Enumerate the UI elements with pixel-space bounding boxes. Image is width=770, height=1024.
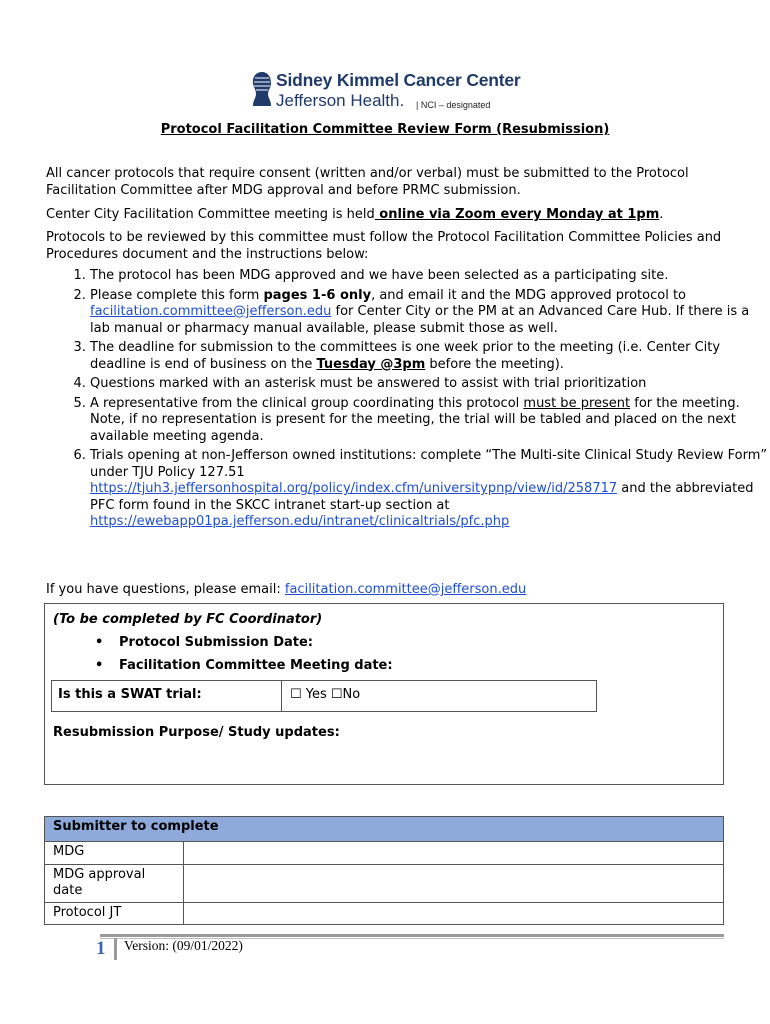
intro-paragraph-3: Protocols to be reviewed by this committee must follow the Protocol Facilitation Committee Policies and Procedures document and the instructions below: — [46, 230, 722, 262]
mdg-field[interactable] — [184, 842, 724, 865]
must-be-present: must be present — [523, 395, 631, 411]
tju-policy-link[interactable]: https://tjuh3.jeffersonhospital.org/policy/index.cfm/universitypnp/view/id/258717 — [90, 481, 618, 496]
instruction-1: 1. The protocol has been MDG approved and we have been selected as a participating site. — [90, 268, 770, 285]
footer-vertical-bar — [114, 938, 117, 960]
deadline-day: Tuesday @3pm — [316, 356, 426, 372]
skcc-logo — [250, 70, 550, 116]
jefferson-head-icon — [250, 70, 274, 112]
instruction-4: 4. Questions marked with an asterisk must be answered to assist with trial prioritization — [90, 376, 770, 393]
row-label-mdg: MDG — [45, 842, 184, 865]
logo-line-3: | NCI – designated — [416, 100, 491, 110]
instruction-6 — [90, 448, 770, 531]
fc-meeting-date — [95, 658, 393, 673]
instruction-5-text-a: A representative from the clinical group coordinating this protocol — [90, 395, 524, 411]
protocol-submission-date — [95, 635, 313, 650]
instruction-3-text-a: The deadline for submission to the committees is one week prior to the meeting (i.e. Center City deadline is end of business on the — [90, 340, 721, 372]
row-label-protocol-jt: Protocol JT — [45, 903, 184, 925]
meeting-period: . — [659, 207, 664, 222]
version-label: Version: (09/01/2022) — [124, 938, 243, 953]
instruction-3-text-c: before the meeting). — [425, 356, 564, 372]
protocol-jt-field[interactable] — [184, 903, 724, 925]
form-title: Protocol Facilitation Committee Review Form (Resubmission) — [160, 122, 610, 137]
instruction-6-text-b: and the abbreviated PFC form found in the SKCC intranet start-up section at — [90, 481, 754, 513]
meeting-time: online via Zoom every Monday at 1pm — [374, 207, 660, 222]
fc-meeting-date-label: Facilitation Committee Meeting date: — [119, 658, 393, 673]
instruction-2-text-a: Please complete this form — [90, 287, 264, 303]
questions-line — [46, 582, 736, 599]
instruction-5 — [90, 396, 770, 446]
submitter-header: Submitter to complete — [45, 817, 724, 842]
swat-row — [51, 680, 597, 712]
page-number: 1 — [96, 938, 106, 959]
footer-divider — [100, 934, 724, 937]
bullet-1: • — [95, 635, 104, 650]
mdg-approval-date-field[interactable] — [184, 865, 724, 903]
instruction-2-text-d: for Center City or the PM at an Advanced Care Hub. If there is a lab manual or pharmacy manual available, please submit those as well. — [90, 304, 750, 336]
fc-coordinator-heading: (To be completed by FC Coordinator) — [53, 612, 323, 627]
logo-line-2: Jefferson Health. — [276, 91, 405, 110]
instruction-2 — [90, 288, 770, 338]
instruction-2-bold: pages 1-6 only — [263, 287, 372, 303]
intro-paragraph-1: All cancer protocols that require consent (written and/or verbal) must be submitted to the Protocol Facilitation Committee after MDG approval and before PRMC submission. — [46, 166, 689, 198]
instruction-6-text-a: Trials opening at non-Jefferson owned institutions: complete “The Multi-site Clinical Study Review Form” under TJU Policy 127.51 — [90, 448, 768, 480]
instruction-5-text-c: for the meeting. Note, if no representation is present for the meeting, the trial will be tabled and placed on the next available meeting agenda. — [90, 395, 740, 444]
fc-coordinator-box — [44, 603, 724, 785]
facilitation-email-link[interactable]: facilitation.committee@jefferson.edu — [90, 304, 332, 319]
logo-line-1: Sidney Kimmel Cancer Center — [276, 70, 521, 90]
intro-paragraph-2 — [46, 207, 736, 224]
resubmission-purpose-label: Resubmission Purpose/ Study updates: — [53, 725, 340, 740]
instruction-3 — [90, 340, 770, 373]
instruction-2-text-c: , and email it and the MDG approved protocol to — [371, 287, 687, 303]
protocol-submission-date-label: Protocol Submission Date: — [119, 635, 313, 650]
submitter-table — [44, 816, 724, 925]
instruction-list — [46, 268, 770, 534]
bullet-2: • — [95, 658, 104, 673]
meeting-text: Center City Facilitation Committee meeting is held — [46, 207, 375, 222]
questions-email-link[interactable]: facilitation.committee@jefferson.edu — [284, 582, 527, 597]
pfc-intranet-link[interactable]: https://ewebapp01pa.jefferson.edu/intranet/clinicaltrials/pfc.php — [90, 514, 510, 529]
swat-checkboxes[interactable]: ☐ Yes ☐No — [290, 687, 361, 702]
questions-text: If you have questions, please email: — [46, 582, 285, 597]
row-label-mdg-approval-date: MDG approval date — [45, 865, 184, 903]
swat-label: Is this a SWAT trial: — [52, 681, 282, 711]
